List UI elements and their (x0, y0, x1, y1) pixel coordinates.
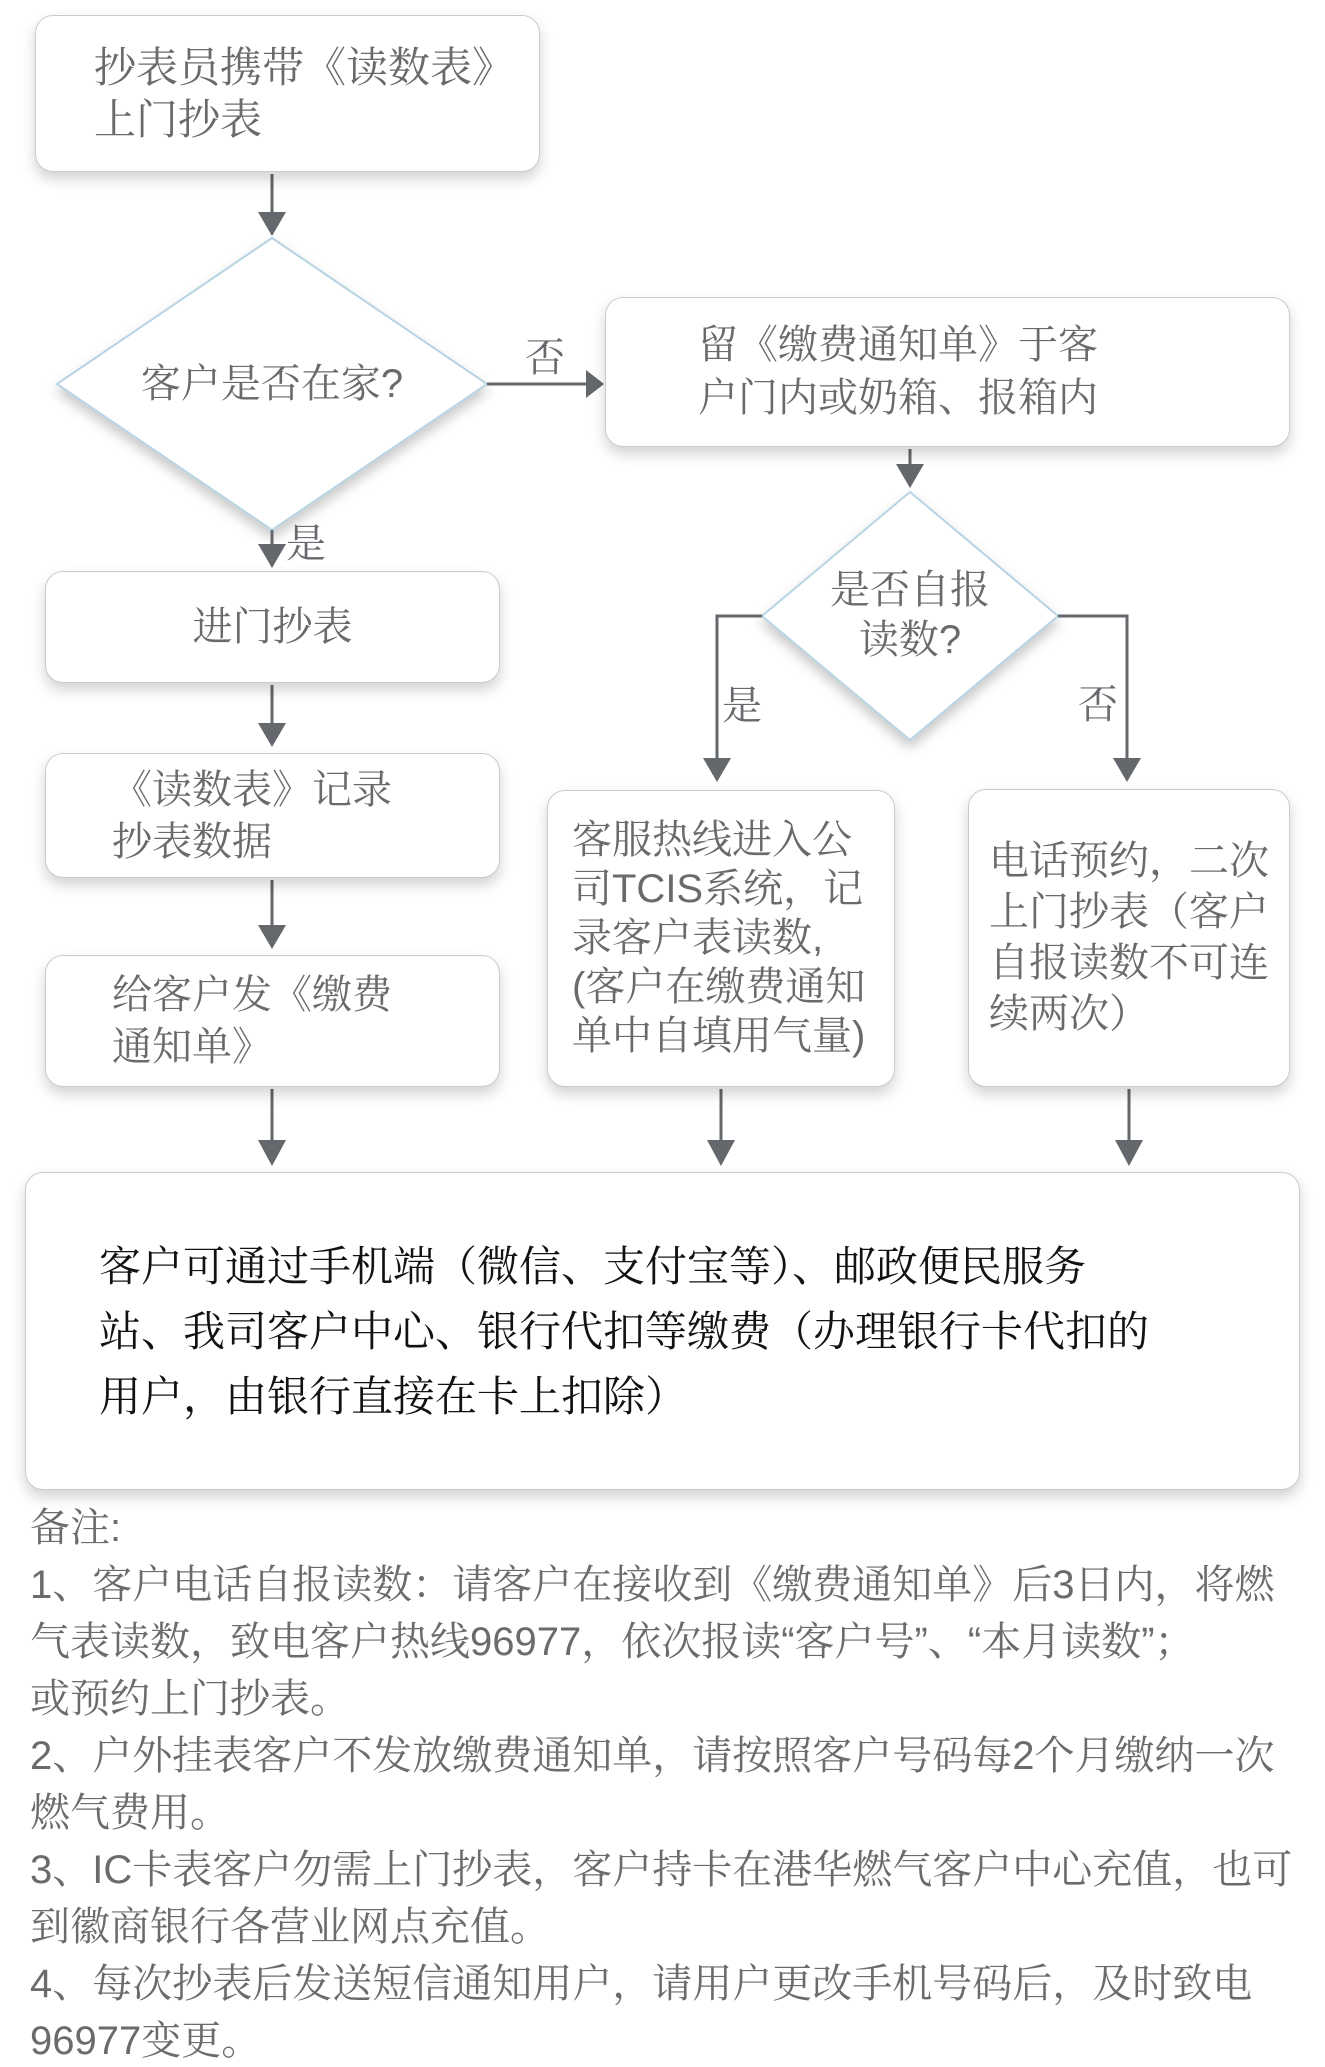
hotline-line: 客服热线进入公 (572, 818, 852, 862)
phone-booking-line: 电话预约，二次 (989, 839, 1269, 883)
phone-booking-line: 上门抄表（客户 (989, 890, 1269, 934)
notes-section (30, 1500, 1320, 2067)
decision-selfreport-label (762, 492, 1058, 738)
enter-read-line: 进门抄表 (192, 605, 353, 649)
phone-booking-line: 自报读数不可连 (989, 941, 1269, 985)
record-data-node (45, 753, 500, 878)
record-data-line: 抄表数据 (112, 819, 272, 864)
start-node-line: 抄表员携带《读数表》 (94, 43, 515, 91)
enter-read-node (45, 571, 500, 683)
record-data-line: 《读数表》记录 (112, 767, 392, 812)
phone-booking-node (968, 789, 1290, 1087)
arrow-leave-to-decision2 (896, 449, 924, 488)
start-node (35, 15, 540, 172)
arrow-phone-to-payment (1115, 1089, 1143, 1166)
note-line: 2、户外挂表客户不发放缴费通知单，请按照客户号码每2个月缴纳一次 (30, 1734, 1275, 1778)
note-line: 气表读数，致电客户热线96977，依次报读“客户号”、“本月读数”； (30, 1620, 1195, 1664)
hotline-line: (客户在缴费通知 (572, 965, 866, 1009)
send-notice-line: 给客户发《缴费 (112, 973, 392, 1017)
leave-notice-line: 留《缴费通知单》于客 (698, 323, 1098, 367)
leave-notice-line: 户门内或奶箱、报箱内 (698, 376, 1098, 420)
arrow-hotline-to-payment (707, 1089, 735, 1166)
notes-title: 备注: (30, 1506, 122, 1550)
leave-notice-node (605, 297, 1290, 447)
arrow-send-to-payment (258, 1089, 286, 1166)
note-line: 4、每次抄表后发送短信通知用户，请用户更改手机号码后，及时致电 (30, 1962, 1253, 2006)
start-node-line: 上门抄表 (94, 95, 263, 143)
branch-label-no-2: 否 (1078, 683, 1118, 727)
phone-booking-line: 续两次） (989, 992, 1149, 1036)
branch-label-no-1: 否 (525, 336, 565, 380)
note-line: 96977变更。 (30, 2019, 262, 2063)
decision-home-text: 客户是否在家? (140, 362, 404, 406)
note-line: 燃气费用。 (30, 1791, 230, 1835)
arrow-start-to-decision (258, 174, 286, 236)
send-notice-node (45, 955, 500, 1087)
payment-line: 客户可通过手机端（微信、支付宝等）、邮政便民服务 (99, 1242, 1087, 1290)
decision-selfreport-text: 读数? (858, 618, 962, 662)
note-line: 或预约上门抄表。 (30, 1677, 350, 1721)
payment-line: 用户，由银行直接在卡上扣除） (99, 1372, 688, 1420)
arrow-enter-to-record (258, 685, 286, 747)
note-line: 3、IC卡表客户勿需上门抄表，客户持卡在港华燃气客户中心充值，也可 (30, 1848, 1293, 1892)
send-notice-line: 通知单》 (112, 1025, 272, 1069)
payment-node (25, 1172, 1300, 1490)
payment-line: 站、我司客户中心、银行代扣等缴费（办理银行卡代扣的 (99, 1307, 1150, 1355)
hotline-node (547, 790, 895, 1087)
note-line: 1、客户电话自报读数：请客户在接收到《缴费通知单》后3日内，将燃 (30, 1563, 1275, 1607)
decision-home-label (57, 238, 487, 530)
branch-label-yes-1: 是 (286, 522, 326, 566)
hotline-line: 司TCIS系统，记 (572, 867, 864, 911)
note-line: 到徽商银行各营业网点充值。 (30, 1905, 550, 1949)
arrow-yes-to-enter (258, 530, 286, 568)
branch-label-yes-2: 是 (722, 684, 762, 728)
arrow-record-to-send (258, 880, 286, 949)
hotline-line: 单中自填用气量) (572, 1014, 866, 1058)
decision-selfreport-text: 是否自报 (830, 568, 990, 612)
hotline-line: 录客户表读数, (572, 916, 824, 960)
